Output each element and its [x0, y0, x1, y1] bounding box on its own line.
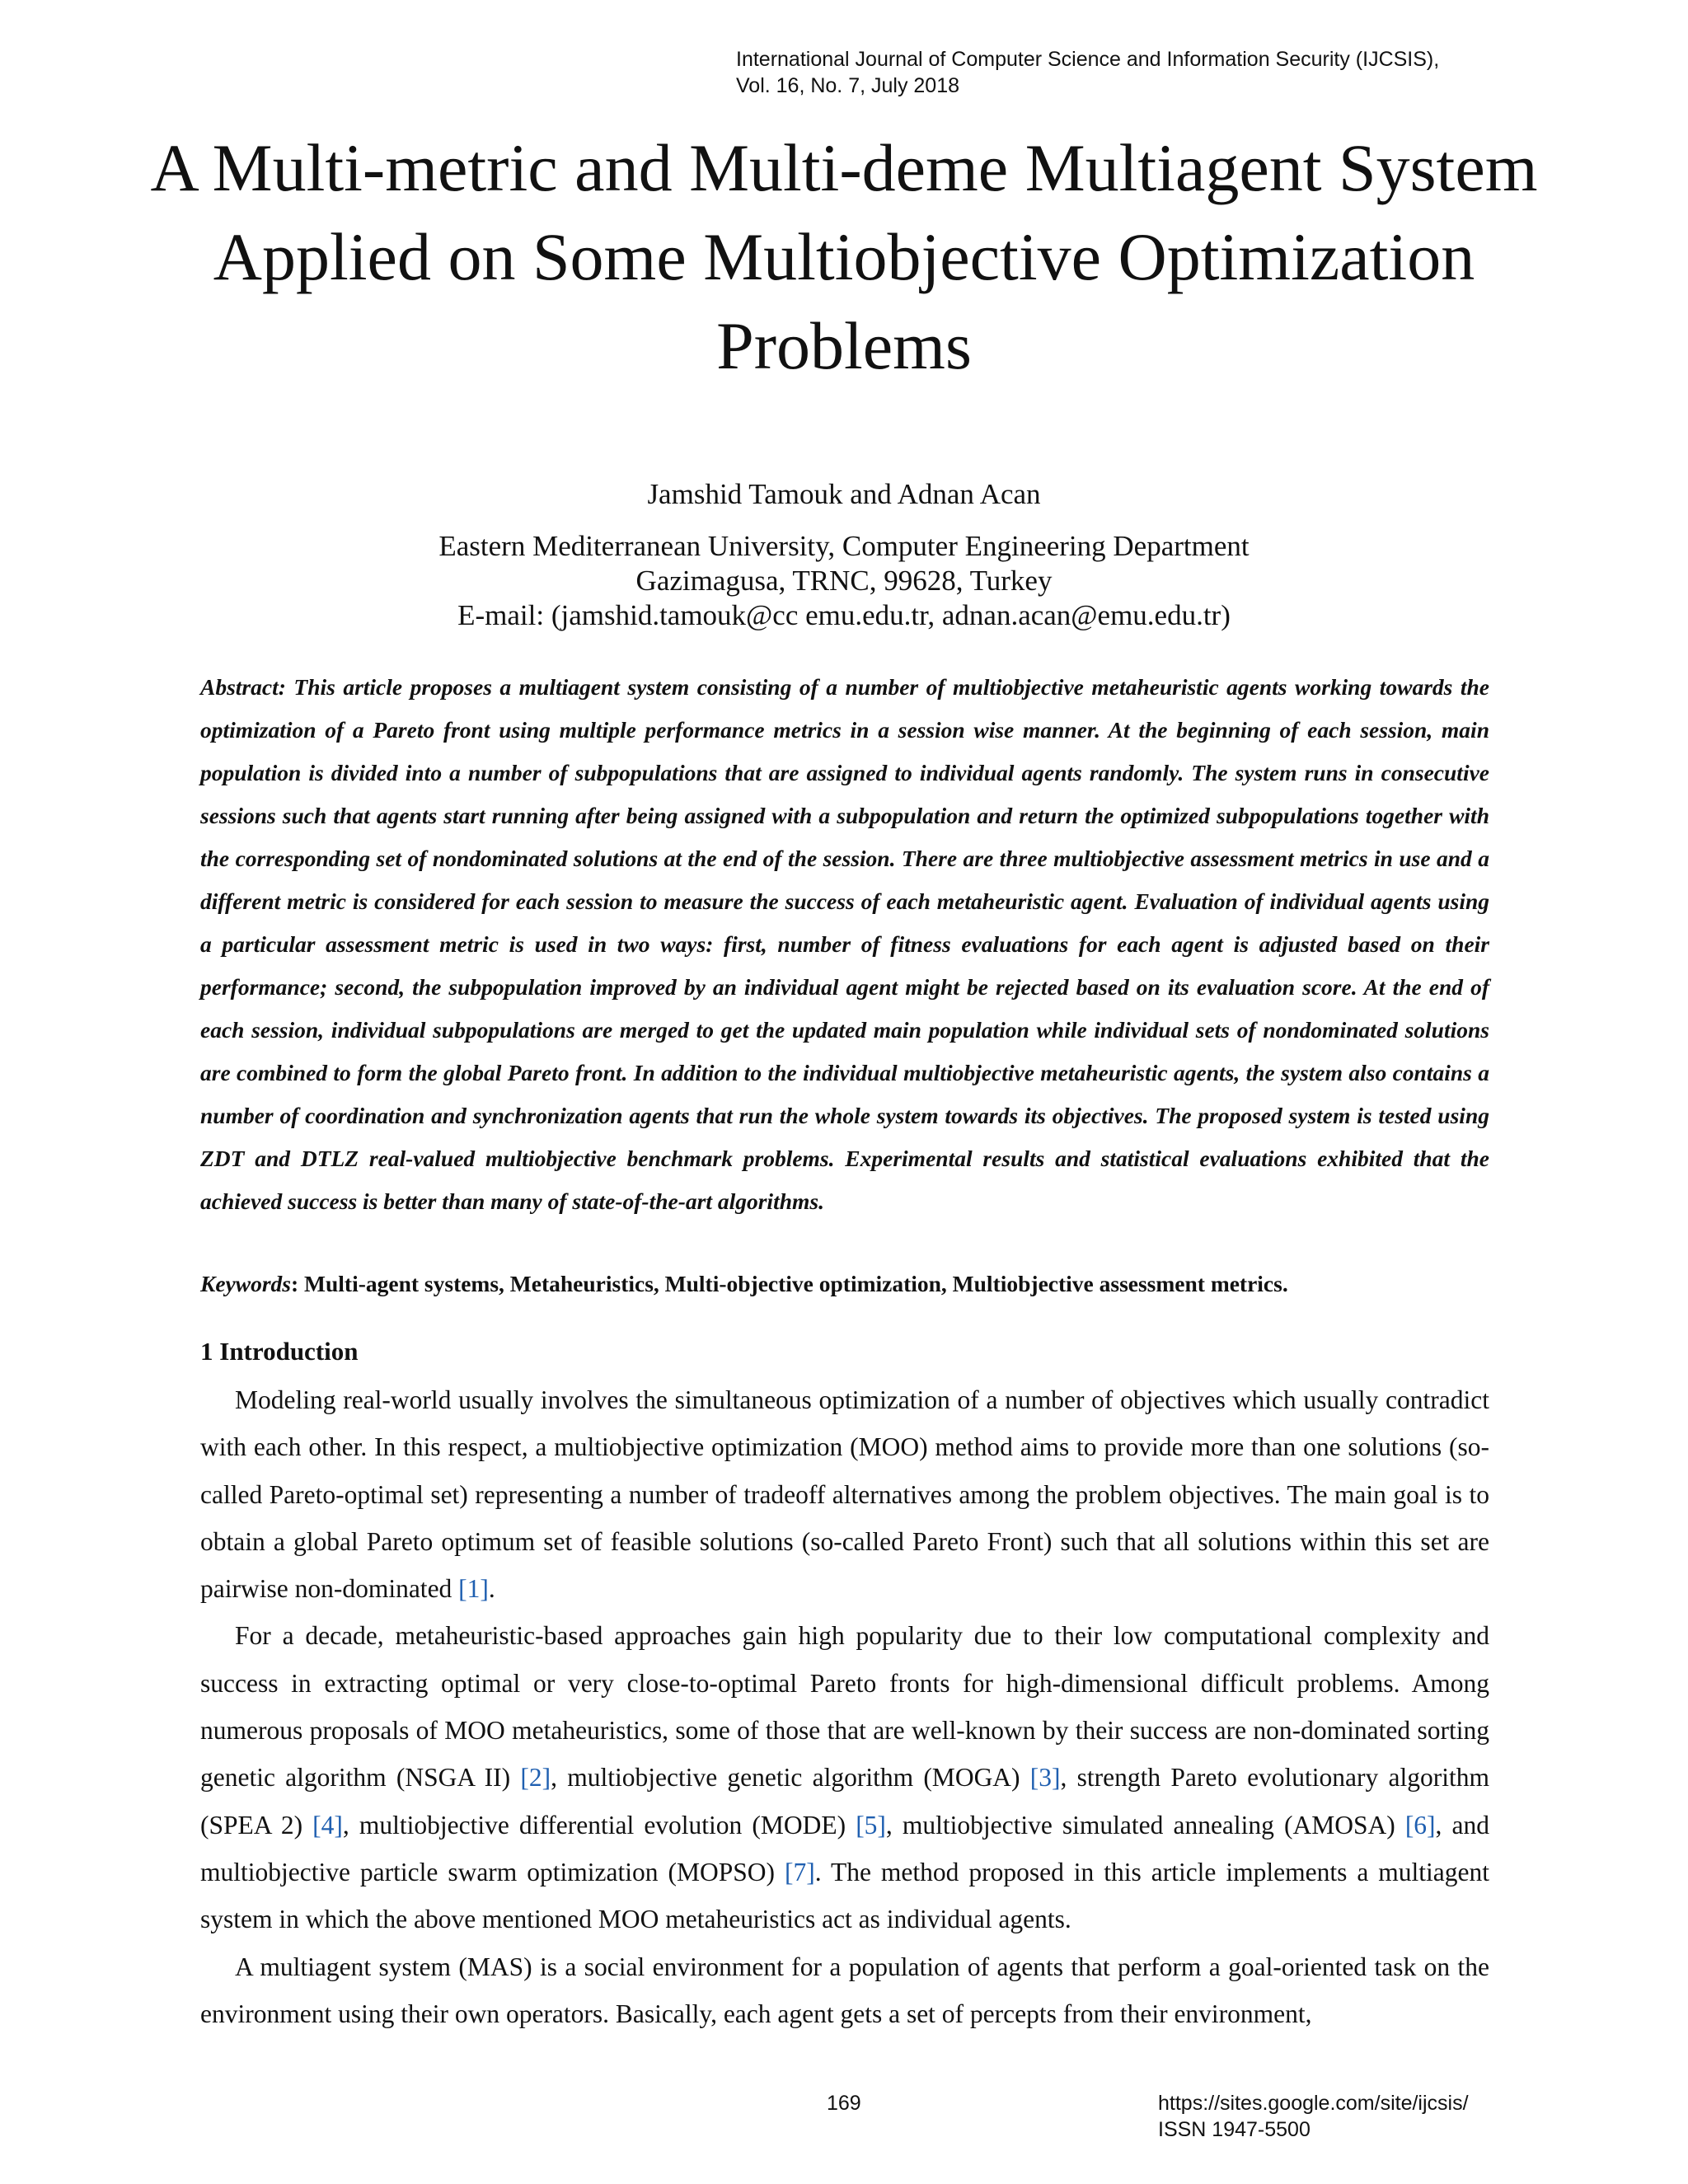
journal-name: International Journal of Computer Science and Information Security (IJCSIS),: [736, 48, 1440, 71]
keywords-label: Keywords: [200, 1271, 291, 1296]
paragraph-3: A multiagent system (MAS) is a social environment for a population of agents that perform a goal-oriented task on the environment using their own operators. Basically, each agent gets a set of percepts from their environment,: [200, 1952, 1489, 2028]
title-line-3: Problems: [716, 308, 972, 383]
paragraph-2: [200, 1612, 1489, 1943]
paragraph-2-text: , and multiobjective particle swarm optimization (MOPSO): [200, 1810, 1489, 1886]
paragraph-1-text: Modeling real-world usually involves the simultaneous optimization of a number of objectives which usually contradict with each other. In this respect, a multiobjective optimization (MOO) method aims to provide more than one solutions (so-called Pareto-optimal set) representing a number of tradeoff alternatives among the problem objectives. The main goal is to obtain a global Pareto optimum set of feasible solutions (so-called Pareto Front) such that all solutions within this set are pairwise non-dominated: [200, 1385, 1489, 1604]
journal-header: [736, 46, 1577, 99]
authors: Jamshid Tamouk and Adnan Acan: [647, 478, 1041, 510]
paragraph-2-text: , multiobjective differential evolution (MODE): [342, 1810, 856, 1840]
footer-issn: ISSN 1947-5500: [1158, 2118, 1311, 2141]
affiliation-address: Gazimagusa, TRNC, 99628, Turkey: [635, 565, 1053, 597]
paragraph-2-text: , multiobjective simulated annealing (AMOSA): [885, 1810, 1405, 1840]
paragraph-1-end: .: [488, 1574, 495, 1604]
keywords-text: : Multi-agent systems, Metaheuristics, Multi-objective optimization, Multiobjective assessment metrics.: [291, 1271, 1288, 1296]
citation-link[interactable]: [7]: [784, 1857, 815, 1886]
citation-link[interactable]: [3]: [1029, 1763, 1061, 1793]
paragraph-2-text: , multiobjective genetic algorithm (MOGA): [551, 1763, 1030, 1793]
journal-volume: Vol. 16, No. 7, July 2018: [736, 74, 960, 97]
paragraph-2-text: . The method proposed in this article implements a multiagent system in which the above mentioned MOO metaheuristics act as individual agents.: [200, 1857, 1489, 1934]
affiliation-email: E-mail: (jamshid.tamouk@cc emu.edu.tr, adnan.acan@emu.edu.tr): [457, 599, 1231, 631]
paragraph-1: [200, 1376, 1489, 1612]
citation-link[interactable]: [4]: [312, 1810, 343, 1840]
title-line-1: A Multi-metric and Multi-deme Multiagent System: [150, 130, 1538, 205]
citation-link[interactable]: [1]: [458, 1574, 489, 1604]
footer-info: [1158, 2090, 1469, 2143]
section-heading-introduction: 1 Introduction: [200, 1337, 359, 1366]
abstract-text: This article proposes a multiagent system consisting of a number of multiobjective metaheuristic agents working towards the optimization of a Pareto front using multiple performance metrics in a session wise manner. At the beginning of each session, main population is divided into a number of subpopulations that are assigned to individual agents randomly. The system runs in consecutive sessions such that agents start running after being assigned with a subpopulation and return the optimized subpopulations together with the corresponding set of nondominated solutions at the end of the session. There are three multiobjective assessment metrics in use and a different metric is considered for each session to measure the success of each metaheuristic agent. Evaluation of individual agents using a particular assessment metric is used in two ways: first, number of fitness evaluations for each agent is adjusted based on their performance; second, the subpopulation improved by an individual agent might be rejected based on its evaluation score. At the end of each session, individual subpopulations are merged to get the updated main population while individual sets of nondominated solutions are combined to form the global Pareto front. In addition to the individual multiobjective metaheuristic agents, the system also contains a number of coordination and synchronization agents that run the whole system towards its objectives. The proposed system is tested using ZDT and DTLZ real-valued multiobjective benchmark problems. Experimental results and statistical evaluations exhibited that the achieved success is better than many of state-of-the-art algorithms.: [200, 674, 1489, 1214]
title-line-2: Applied on Some Multiobjective Optimization: [213, 219, 1475, 294]
abstract-label: Abstract:: [200, 674, 286, 700]
paper-title: [99, 124, 1589, 391]
introduction-body: [200, 1376, 1489, 2037]
paragraph-2-text: For a decade, metaheuristic-based approaches gain high popularity due to their low computational complexity and success in extracting optimal or very close-to-optimal Pareto fronts for high-dimensional difficult problems. Among numerous proposals of MOO metaheuristics, some of those that are well-known by their success are non-dominated sorting genetic algorithm (NSGA II): [200, 1621, 1489, 1793]
keywords: [200, 1266, 1489, 1302]
citation-link[interactable]: [5]: [856, 1810, 886, 1840]
page-number: 169: [827, 2092, 861, 2115]
affiliation: [99, 529, 1589, 633]
footer-url[interactable]: https://sites.google.com/site/ijcsis/: [1158, 2092, 1469, 2115]
citation-link[interactable]: [2]: [520, 1763, 551, 1793]
affiliation-department: Eastern Mediterranean University, Computer Engineering Department: [438, 530, 1250, 562]
citation-link[interactable]: [6]: [1404, 1810, 1436, 1840]
abstract: [200, 666, 1489, 1223]
paragraph-2-text: , strength Pareto evolutionary algorithm (SPEA 2): [200, 1763, 1489, 1840]
